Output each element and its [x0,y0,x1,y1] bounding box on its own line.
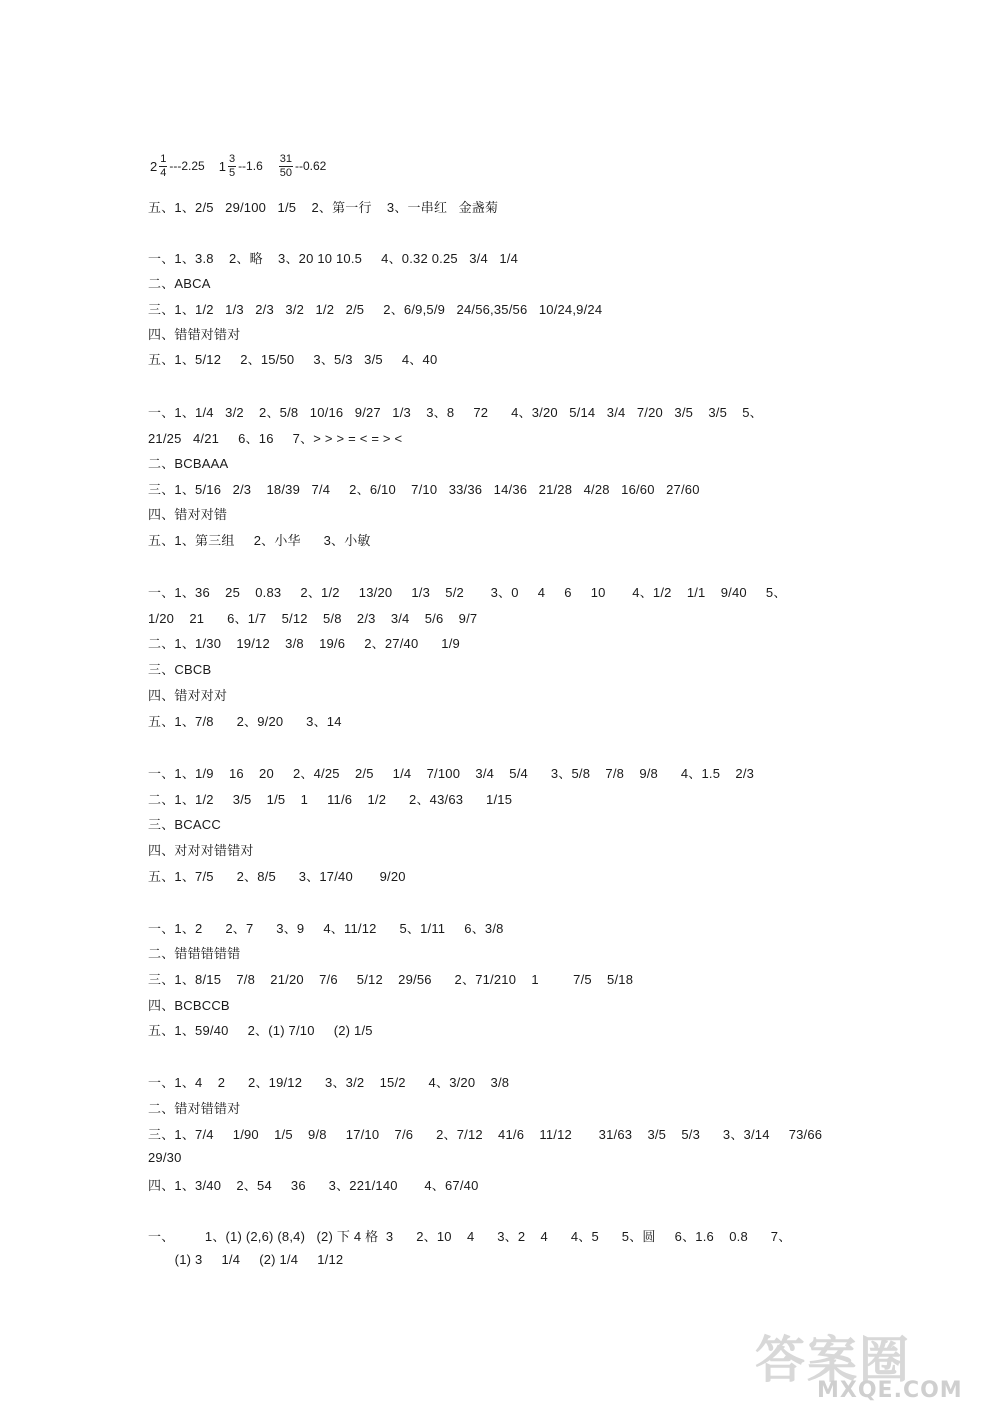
answer-line: 三、1、8/15 7/8 21/20 7/6 5/12 29/56 2、71/210 1 7/5 5/18 [148,972,634,987]
answer-line: 一、1、1/9 16 20 2、4/25 2/5 1/4 7/100 3/4 5/4 3、5/8 7/8 9/8 4、1.5 2/3 [148,766,755,781]
answer-line: 四、1、3/40 2、54 36 3、221/140 4、67/40 [148,1178,479,1193]
answer-line: 二、1、1/2 3/5 1/5 1 11/6 1/2 2、43/63 1/15 [148,792,513,807]
whole-part: 1 [218,158,226,174]
answer-line: 一、1、36 25 0.83 2、1/2 13/20 1/3 5/2 3、0 4 6 10 4、1/2 1/1 9/40 5、 [148,585,787,600]
mixed-number-2 [219,153,263,180]
denominator: 4 [160,166,167,179]
answer-line: 二、1、1/30 19/12 3/8 19/6 2、27/40 1/9 [148,636,460,651]
answer-line: 三、1、1/2 1/3 2/3 3/2 1/2 2/5 2、6/9,5/9 24/56,35/56 10/24,9/24 [148,302,603,317]
answer-line: 五、1、5/12 2、15/50 3、5/3 3/5 4、40 [148,352,438,367]
answer-line: 二、ABCA [148,276,211,291]
answer-line: 四、错对对错 [148,507,228,522]
decimal-value: --1.6 [238,159,263,173]
answer-line: 五、1、7/8 2、9/20 3、14 [148,714,342,729]
answer-line: 三、BCACC [148,817,221,832]
answer-line: 五、1、7/5 2、8/5 3、17/40 9/20 [148,869,406,884]
answer-line: 三、1、5/16 2/3 18/39 7/4 2、6/10 7/10 33/36 14/36 21/28 4/28 16/60 27/60 [148,482,700,497]
answer-line: 一、1、3.8 2、略 3、20 10 10.5 4、0.32 0.25 3/4 1/4 [148,251,519,266]
answer-line: 三、1、7/4 1/90 1/5 9/8 17/10 7/6 2、7/12 41/6 11/12 31/63 3/5 5/3 3、3/14 73/66 [148,1127,823,1142]
numerator: 3 [228,152,236,165]
answer-line: 二、BCBAAA [148,456,229,471]
answer-line: 五、1、2/5 29/100 1/5 2、第一行 3、一串红 金盏菊 [148,200,499,215]
answer-line: 二、错对错错对 [148,1101,241,1116]
answer-line: 三、CBCB [148,662,212,677]
answer-line: 1/20 21 6、1/7 5/12 5/8 2/3 3/4 5/6 9/7 [148,611,478,626]
denominator: 5 [228,166,236,179]
numerator: 31 [279,152,292,165]
mixed-number-1 [150,153,205,180]
mixed-number-3 [277,153,327,180]
denominator: 50 [279,166,292,179]
whole-part: 2 [150,158,158,174]
numerator: 1 [160,152,167,165]
answer-line: 四、BCBCCB [148,998,230,1013]
fraction [228,153,236,180]
watermark-logo-text: 答案圈 [755,1331,911,1389]
answer-line: 一、1、1/4 3/2 2、5/8 10/16 9/27 1/3 3、8 72 4、3/20 5/14 3/4 7/20 3/5 3/5 5、 [148,405,763,420]
answer-line: 五、1、59/40 2、(1) 7/10 (2) 1/5 [148,1023,373,1038]
answer-line: 一、 1、(1) (2,6) (8,4) (2) 下 4 格 3 2、10 4 3、2 4 4、5 5、圆 6、1.6 0.8 7、 [148,1229,792,1244]
answer-line: 二、错错错错错 [148,946,241,961]
answer-line: 四、错对对对 [148,688,228,703]
fraction [279,153,293,180]
fraction-decimal-line [150,145,340,187]
answer-line: 一、1、2 2、7 3、9 4、11/12 5、1/11 6、3/8 [148,921,504,936]
watermark-logo [755,1320,985,1404]
answer-line: 四、错错对错对 [148,327,241,342]
answer-line: 五、1、第三组 2、小华 3、小敏 [148,533,371,548]
answer-line: 29/30 [148,1150,182,1165]
watermark-url: MXQE.COM [817,1378,963,1403]
decimal-value: ---2.25 [169,159,205,173]
answer-line: (1) 3 1/4 (2) 1/4 1/12 [148,1252,344,1267]
decimal-value: --0.62 [295,159,327,173]
fraction [159,153,167,180]
answer-line: 21/25 4/21 6、16 7、> > > = < = > < [148,431,403,446]
answer-line: 四、对对对错错对 [148,843,254,858]
answer-line: 一、1、4 2 2、19/12 3、3/2 15/2 4、3/20 3/8 [148,1075,510,1090]
